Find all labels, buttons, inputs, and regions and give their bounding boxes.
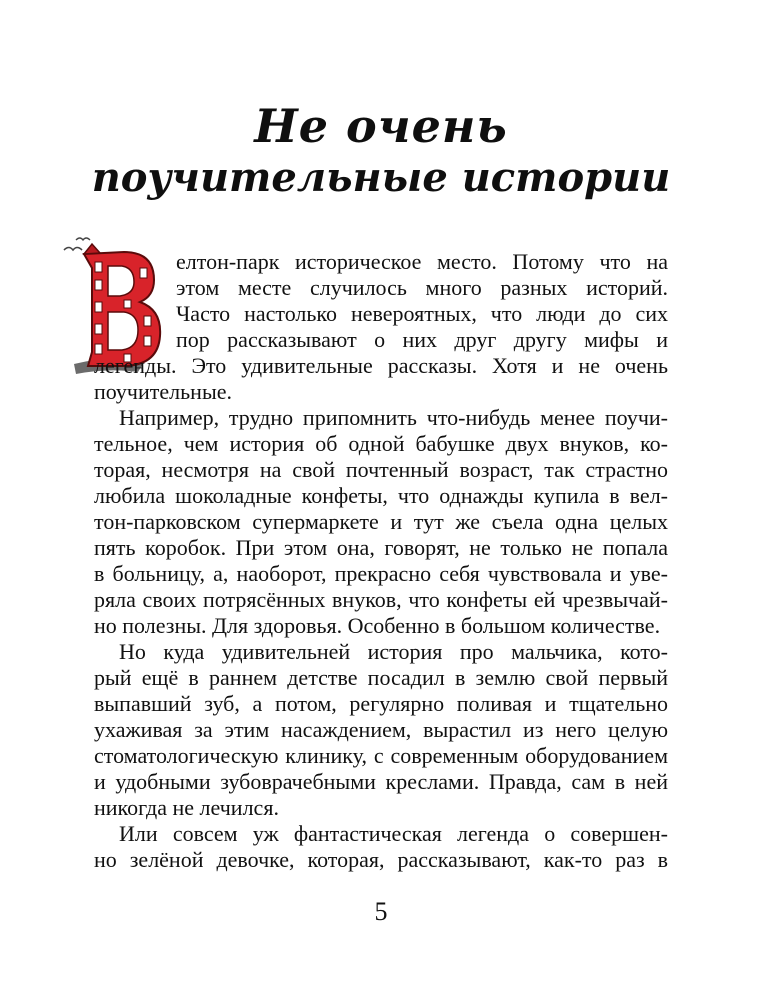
body-line: пять коробок. При этом она, говорят, не только не попала (94, 535, 668, 560)
body-line: рый ещё в раннем детстве посадил в землю свой первый (94, 665, 668, 690)
body-line: любила шоколадные конфеты, что однажды купила в вел- (94, 483, 668, 508)
body-line: Или совсем уж фантастическая легенда о совершен- (119, 821, 668, 846)
page-number: 5 (374, 897, 388, 926)
body-line: тон-парковском супермаркете и тут же съела одна целых (94, 509, 668, 534)
bird-icon (76, 238, 90, 240)
chapter-title-line-2: поучительные истории (91, 154, 671, 201)
body-line: поучительные. (94, 379, 232, 404)
body-line: легенды. Это удивительные рассказы. Хотя и не очень (94, 353, 668, 378)
body-line: в больницу, а, наоборот, прекрасно себя чувствовала и уве- (94, 561, 668, 586)
bird-icon (64, 248, 82, 251)
body-line: торая, несмотря на свой почтенный возраст, так страстно (94, 457, 668, 482)
body-line: никогда не лечился. (94, 795, 279, 820)
body-line: ухаживая за этим насаждением, вырастил из него целую (94, 717, 668, 742)
body-line: ряла своих потрясённых внуков, что конфеты ей чрезвычай- (94, 587, 668, 612)
body-line: Часто настолько невероятных, что люди до сих (176, 301, 668, 326)
body-line: пор рассказывают о них друг другу мифы и (176, 327, 668, 352)
body-line: тельное, чем история об одной бабушке двух внуков, ко- (94, 431, 668, 456)
body-line: но полезны. Для здоровья. Особенно в большом количестве. (94, 613, 661, 638)
body-line: и удобными зубоврачебными креслами. Правда, сам в ней (94, 769, 668, 794)
body-line: Но куда удивительней история про мальчика, кото- (119, 639, 668, 664)
body-line: Например, трудно припомнить что-нибудь менее поучи- (119, 405, 668, 430)
body-line: но зелёной девочке, которая, рассказывают, как-то раз в (94, 847, 668, 872)
body-line: елтон-парк историческое место. Потому что на (176, 249, 668, 274)
body-line: этом месте случилось много разных историй. (176, 275, 668, 300)
chapter-title-line-1: Не очень (254, 99, 508, 153)
body-line: выпавший зуб, а потом, регулярно поливая и тщательно (94, 691, 668, 716)
body-line: стоматологическую клинику, с современным оборудованием (94, 743, 668, 768)
